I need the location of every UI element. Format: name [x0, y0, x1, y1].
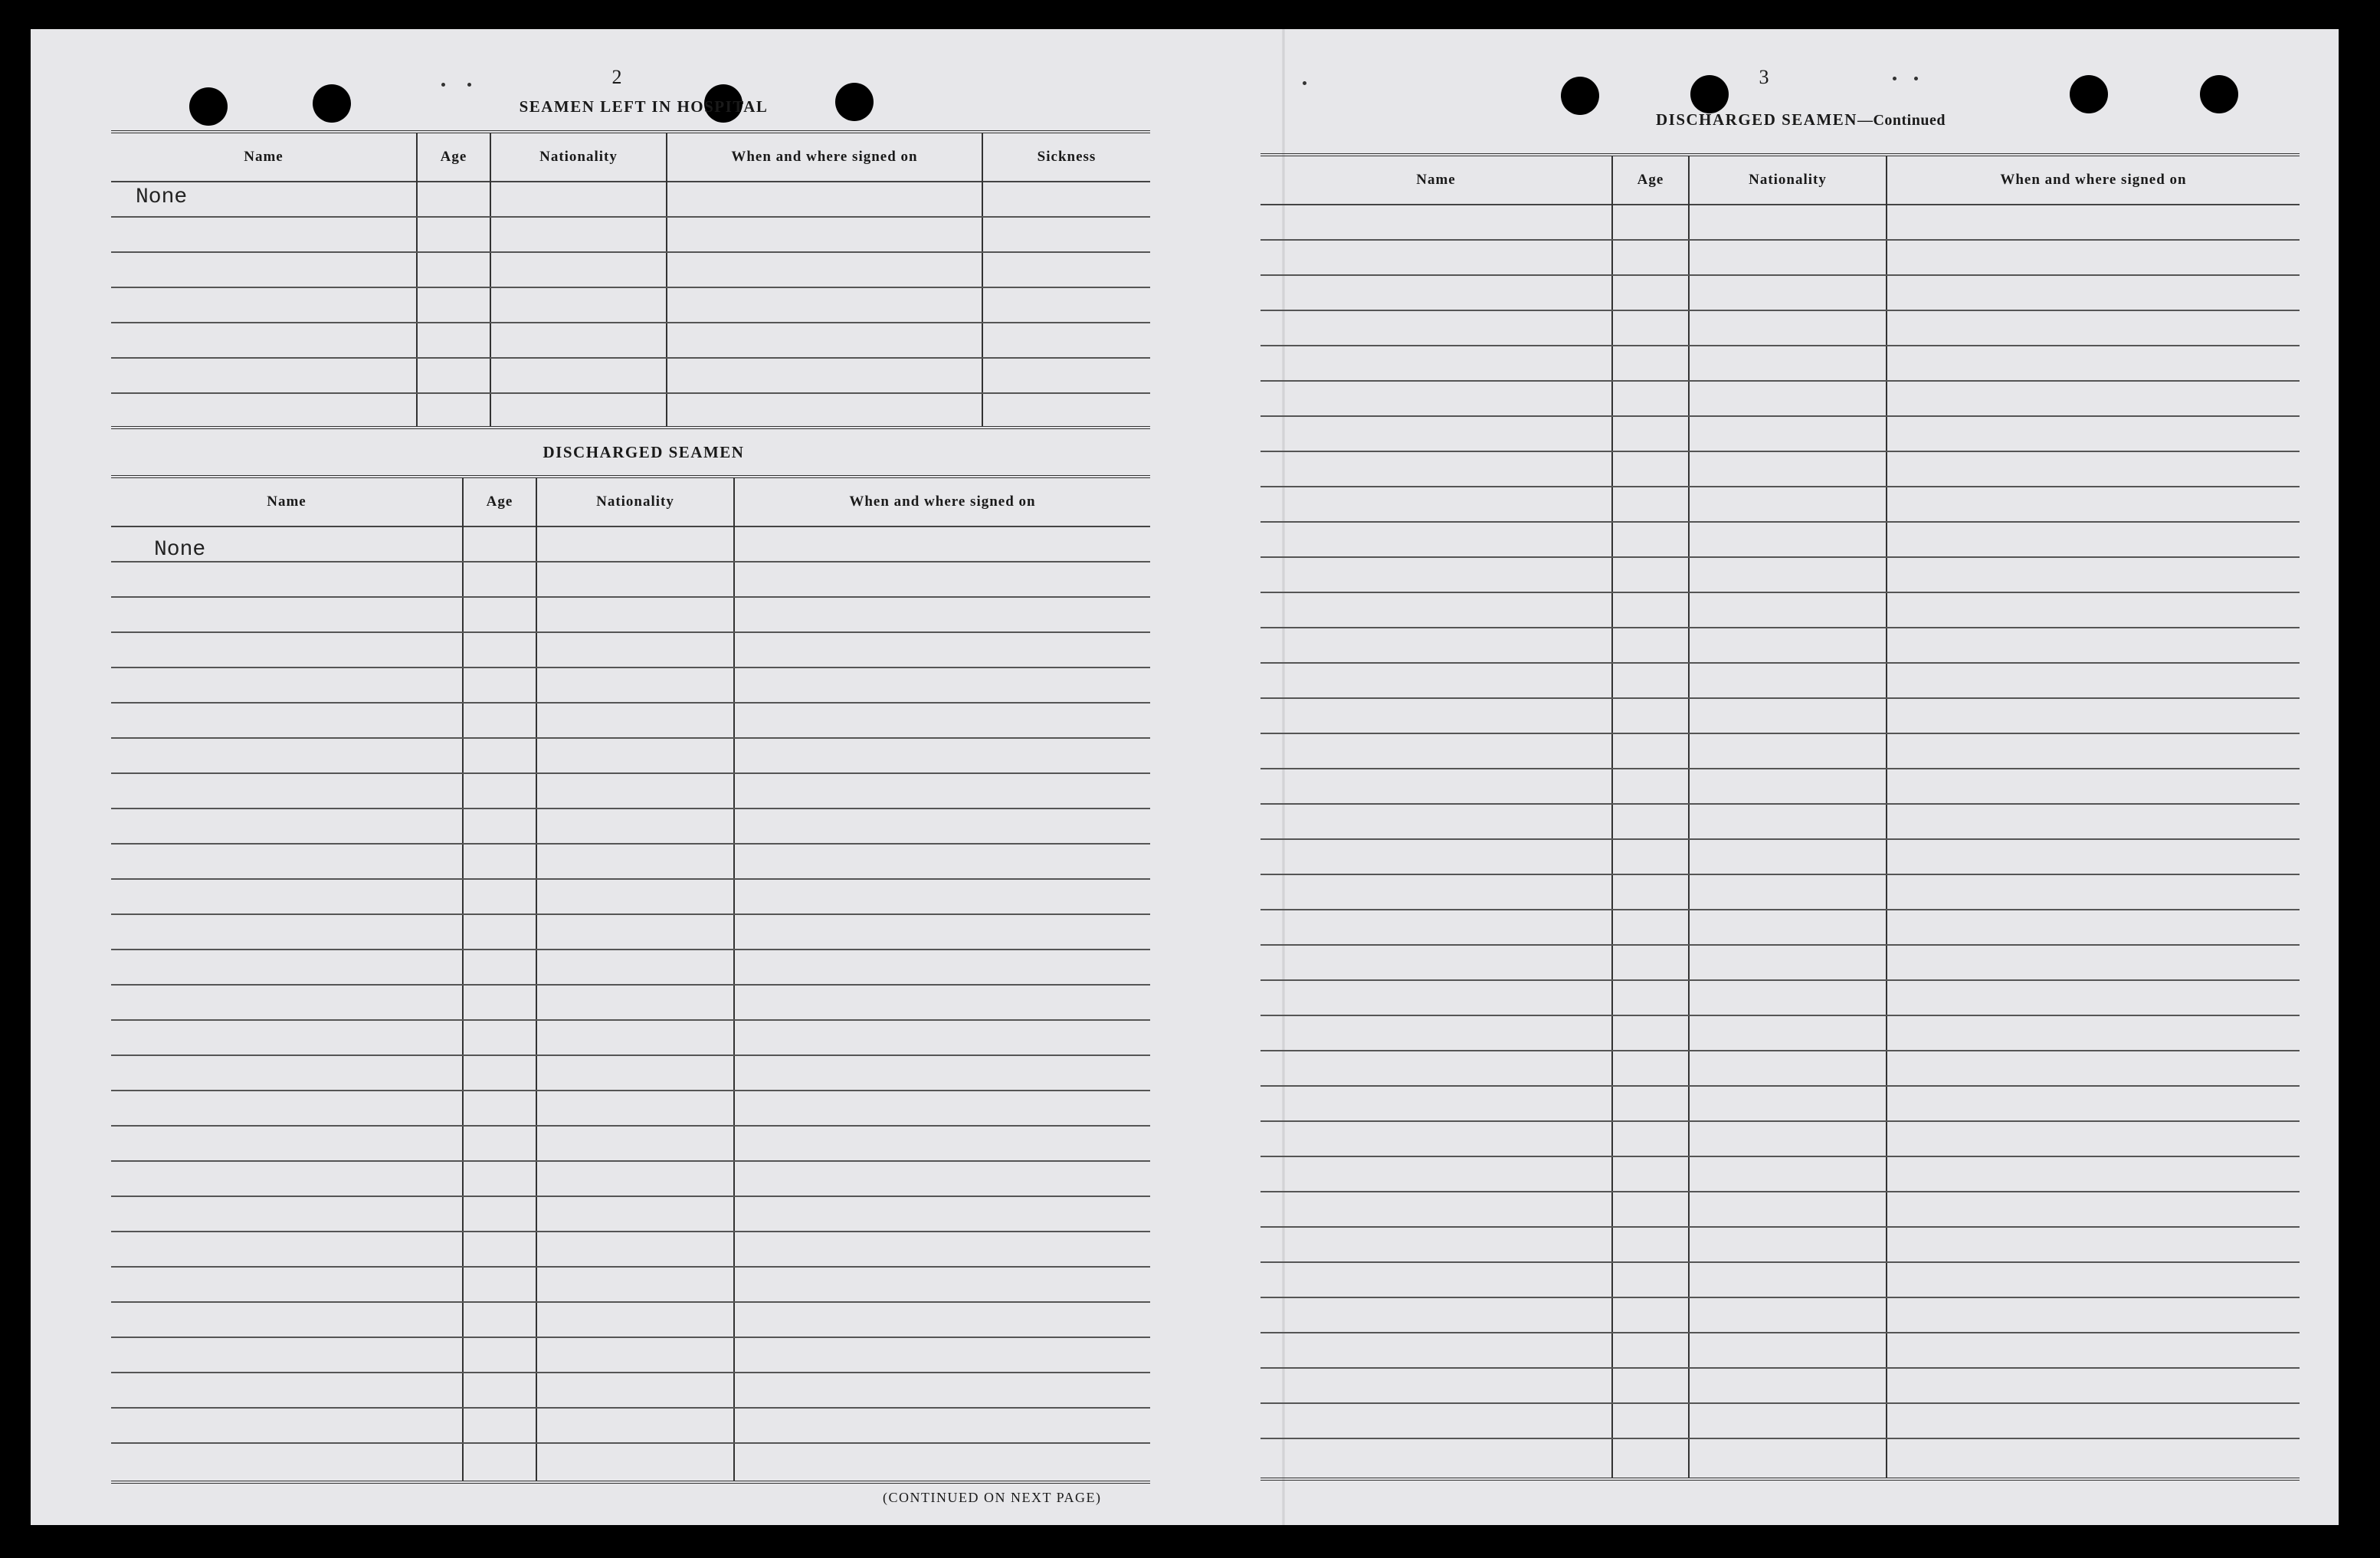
row-line	[111, 596, 1150, 598]
row-line	[1260, 1226, 2300, 1228]
column-divider	[1886, 156, 1887, 1478]
row-line	[111, 1090, 1150, 1091]
row-line	[1260, 345, 2300, 346]
speck	[1914, 77, 1918, 80]
row-line	[111, 667, 1150, 668]
column-header-when-where: When and where signed on	[849, 494, 1036, 510]
row-line	[111, 1055, 1150, 1056]
column-header-nationality: Nationality	[1749, 172, 1827, 188]
row-line	[111, 357, 1150, 359]
column-header-nationality: Nationality	[539, 149, 618, 165]
row-line	[1260, 415, 2300, 417]
column-divider	[1611, 156, 1613, 1478]
row-line	[111, 216, 1150, 218]
row-line	[111, 561, 1150, 563]
column-header-name: Name	[1416, 172, 1456, 188]
row-line	[111, 843, 1150, 845]
speck	[467, 83, 471, 87]
row-line	[111, 913, 1150, 915]
discharged-continued-title-suffix: —Continued	[1857, 112, 1946, 129]
row-line	[1260, 451, 2300, 452]
row-line	[1260, 592, 2300, 593]
discharged-continued-table-header	[1260, 156, 2300, 205]
discharged-entry: None	[154, 538, 206, 562]
discharged-continued-table	[1260, 153, 2300, 1481]
row-line	[111, 392, 1150, 394]
page-number-left: 2	[611, 66, 622, 88]
column-header-when-where: When and where signed on	[2000, 172, 2187, 188]
row-line	[1260, 874, 2300, 875]
discharged-continued-title-main: DISCHARGED SEAMEN	[1656, 110, 1857, 129]
row-line	[111, 702, 1150, 704]
row-line	[1260, 1332, 2300, 1333]
row-line	[111, 1160, 1150, 1162]
hospital-table	[111, 130, 1150, 429]
row-line	[1260, 1015, 2300, 1016]
column-header-age: Age	[486, 494, 513, 510]
row-line	[1260, 1050, 2300, 1051]
punch-hole	[313, 84, 351, 123]
row-line	[1260, 1085, 2300, 1087]
row-line	[111, 1301, 1150, 1303]
row-line	[1260, 662, 2300, 664]
row-line	[1260, 239, 2300, 241]
column-header-nationality: Nationality	[596, 494, 674, 510]
row-line	[1260, 1297, 2300, 1298]
continued-footer: (CONTINUED ON NEXT PAGE)	[883, 1490, 1102, 1505]
punch-hole	[1561, 77, 1599, 115]
row-line	[1260, 944, 2300, 946]
row-line	[111, 772, 1150, 774]
speck	[441, 83, 445, 87]
row-line	[111, 1196, 1150, 1197]
column-header-sickness: Sickness	[1037, 149, 1097, 165]
row-line	[1260, 1191, 2300, 1192]
page-number-right: 3	[1759, 66, 1769, 88]
column-divider	[536, 478, 537, 1481]
row-line	[1260, 1261, 2300, 1263]
hospital-table-header	[111, 133, 1150, 182]
column-header-name: Name	[267, 494, 307, 510]
discharged-section-title: DISCHARGED SEAMEN	[543, 443, 745, 461]
row-line	[1260, 909, 2300, 910]
row-line	[111, 878, 1150, 880]
row-line	[111, 1125, 1150, 1127]
column-divider	[982, 133, 983, 426]
row-line	[111, 808, 1150, 809]
row-line	[1260, 803, 2300, 805]
discharged-table-header	[111, 478, 1150, 527]
row-line	[111, 1337, 1150, 1338]
row-line	[1260, 1438, 2300, 1439]
row-line	[111, 1019, 1150, 1021]
hospital-section-title: SEAMEN LEFT IN HOSPITAL	[519, 97, 769, 116]
hospital-entry: None	[136, 185, 188, 209]
speck	[1303, 81, 1306, 85]
row-line	[111, 287, 1150, 288]
row-line	[1260, 521, 2300, 523]
row-line	[1260, 768, 2300, 769]
punch-hole	[189, 87, 228, 126]
row-line	[1260, 486, 2300, 487]
punch-hole	[2200, 75, 2238, 113]
row-line	[111, 949, 1150, 950]
row-line	[1260, 380, 2300, 382]
row-line	[111, 1266, 1150, 1268]
row-line	[1260, 1156, 2300, 1157]
row-line	[111, 1372, 1150, 1373]
row-line	[111, 322, 1150, 323]
row-line	[1260, 979, 2300, 981]
column-divider	[733, 478, 735, 1481]
column-header-age: Age	[440, 149, 467, 165]
row-line	[111, 737, 1150, 739]
punch-hole	[835, 83, 874, 121]
row-line	[111, 1442, 1150, 1444]
row-line	[111, 1407, 1150, 1409]
document-sheet	[31, 29, 2339, 1525]
column-header-age: Age	[1637, 172, 1664, 188]
row-line	[111, 631, 1150, 633]
speck	[1893, 77, 1896, 80]
row-line	[1260, 274, 2300, 276]
column-divider	[666, 133, 667, 426]
row-line	[111, 984, 1150, 986]
row-line	[1260, 1120, 2300, 1122]
row-line	[1260, 627, 2300, 628]
column-divider	[416, 133, 418, 426]
row-line	[1260, 310, 2300, 311]
row-line	[1260, 697, 2300, 699]
row-line	[1260, 556, 2300, 558]
discharged-continued-title	[1578, 110, 2023, 130]
row-line	[111, 1231, 1150, 1232]
column-header-when-where: When and where signed on	[731, 149, 918, 165]
column-divider	[1688, 156, 1690, 1478]
row-line	[1260, 733, 2300, 734]
column-divider	[490, 133, 491, 426]
punch-hole	[2070, 75, 2108, 113]
row-line	[1260, 1402, 2300, 1404]
punch-hole	[1690, 75, 1729, 113]
column-header-name: Name	[244, 149, 284, 165]
column-divider	[462, 478, 464, 1481]
row-line	[1260, 1367, 2300, 1369]
row-line	[1260, 838, 2300, 840]
row-line	[111, 251, 1150, 253]
discharged-table	[111, 475, 1150, 1484]
